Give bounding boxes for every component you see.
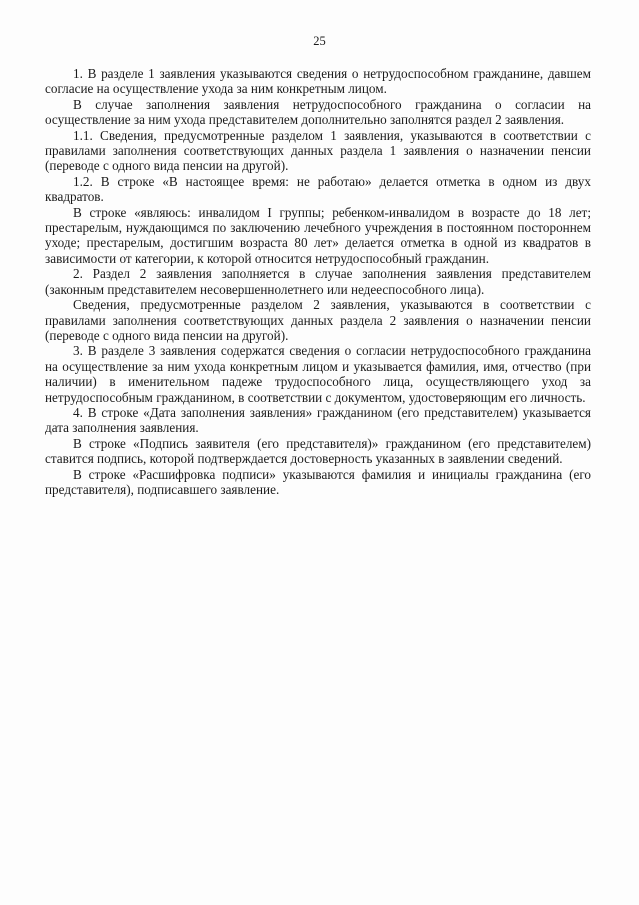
paragraph-section-2-details: Сведения, предусмотренные разделом 2 заявления, указываются в соответствии с правилами заполнения соответствующих данных раздела 2 заявления о назначении пенсии (переводе с одного вида пенсии на другой). xyxy=(45,297,591,343)
paragraph-section-3: 3. В разделе 3 заявления содержатся сведения о согласии нетрудоспособного гражданина на осуществление за ним ухода конкретным лицом и указывается фамилия, имя, отчество (при наличии) в именительном падеже трудоспособного лица, осуществляющего уход за нетрудоспособным гражданином, в соответствии с документом, удостоверяющим его личность. xyxy=(45,343,591,405)
paragraph-representative-case: В случае заполнения заявления нетрудоспособного гражданина о согласии на осуществление за ним ухода представителем дополнительно заполнятся раздел 2 заявления. xyxy=(45,96,591,128)
document-body xyxy=(45,66,591,497)
paragraph-category-mark: В строке «являюсь: инвалидом I группы; ребенком-инвалидом в возрасте до 18 лет; престарелым, нуждающимся по заключению лечебного учреждения в постоянном постороннем уходе; престарелым, достигшим возраста 80 лет» делается отметка в одной из квадратов в зависимости от категории, к которой относится нетрудоспособный гражданин. xyxy=(45,204,591,266)
paragraph-1-2: 1.2. В строке «В настоящее время: не работаю» делается отметка в одном из двух квадратов. xyxy=(45,173,591,205)
paragraph-section-1: 1. В разделе 1 заявления указываются сведения о нетрудоспособном гражданине, давшем согласие на осуществление ухода за ним конкретным лицом. xyxy=(45,66,591,97)
paragraph-section-2: 2. Раздел 2 заявления заполняется в случае заполнения заявления представителем (законным представителем несовершеннолетнего или недееспособного лица). xyxy=(45,266,591,297)
page-number: 25 xyxy=(313,34,326,48)
paragraph-1-1: 1.1. Сведения, предусмотренные разделом 1 заявления, указываются в соответствии с правилами заполнения соответствующих данных раздела 1 заявления о назначении пенсии (переводе с одного вида пенсии на другой). xyxy=(45,127,591,174)
paragraph-date-field: 4. В строке «Дата заполнения заявления» гражданином (его представителем) указывается дата заполнения заявления. xyxy=(45,404,591,436)
paragraph-signature-decoding: В строке «Расшифровка подписи» указываются фамилия и инициалы гражданина (его представителя), подписавшего заявление. xyxy=(45,466,591,497)
paragraph-signature-field: В строке «Подпись заявителя (его представителя)» гражданином (его представителем) ставится подпись, которой подтверждается достоверность указанных в заявлении сведений. xyxy=(45,435,591,467)
